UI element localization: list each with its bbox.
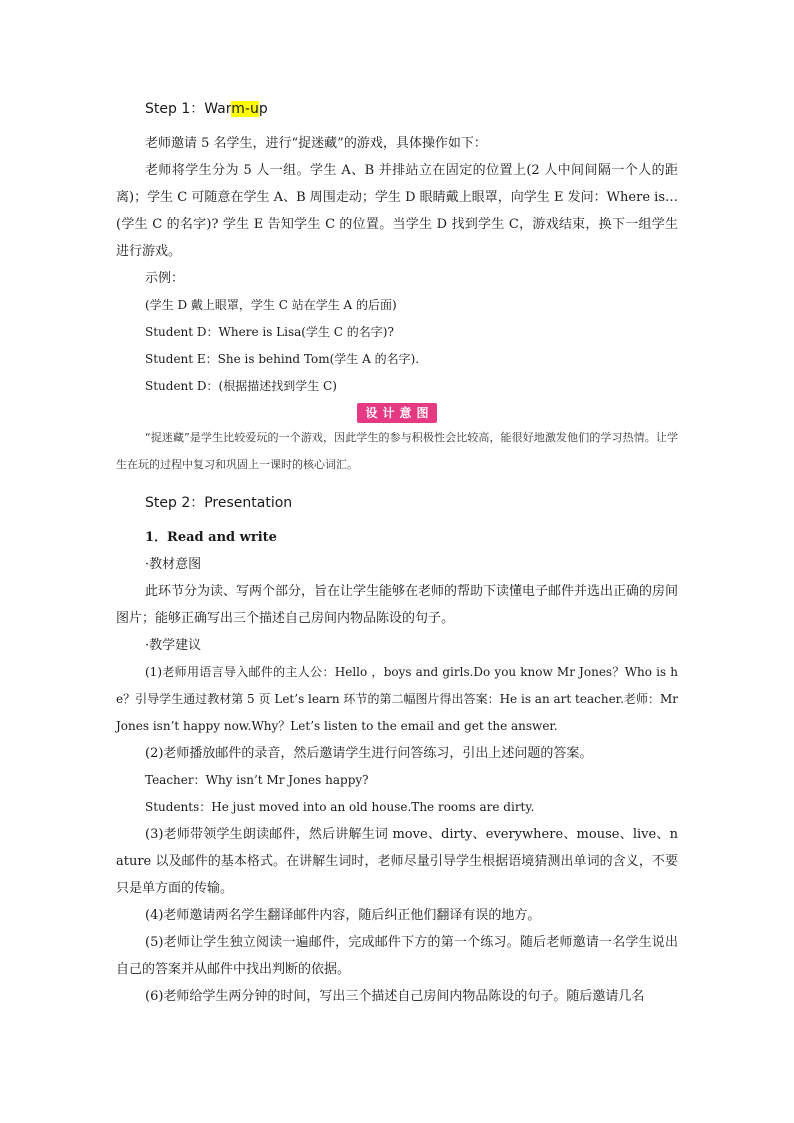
advice-dialogue: Students：He just moved into an old house.The rooms are dirty. bbox=[145, 800, 535, 814]
step1-title-highlight: m-u bbox=[231, 101, 259, 117]
advice-item: (1)老师用语言导入邮件的主人公：Hello ，boys and girls.Do you know Mr Jones？Who is he？引导学生通过教材第 5 页 Let’s learn 环节的第二幅图片得出答案：He is an art teacher.老师：Mr Jones isn’t happy now.Why？Let’s listen to the email and get the answer. bbox=[116, 665, 678, 733]
step2-heading: Step 2：Presentation bbox=[145, 495, 293, 511]
intent-label: ·教材意图 bbox=[145, 557, 202, 572]
advice-item: (5)老师让学生独立阅读一遍邮件，完成邮件下方的第一个练习。随后老师邀请一名学生说出自己的答案并从邮件中找出判断的依据。 bbox=[116, 935, 678, 977]
intent-text: 此环节分为读、写两个部分，旨在让学生能够在老师的帮助下读懂电子邮件并选出正确的房间图片；能够正确写出三个描述自己房间内物品陈设的句子。 bbox=[116, 584, 679, 626]
design-intent-badge: 设计意图 bbox=[357, 403, 436, 423]
example-line: Student D：Where is Lisa(学生 C 的名字)? bbox=[145, 325, 394, 339]
example-label: 示例： bbox=[145, 271, 185, 286]
step1-title-post: p bbox=[258, 101, 268, 117]
advice-item: (4)老师邀请两名学生翻译邮件内容，随后纠正他们翻译有误的地方。 bbox=[145, 908, 541, 923]
step1-rules: 老师将学生分为 5 人一组。学生 A、B 并排站立在固定的位置上(2 人中间间隔一个人的距离)；学生 C 可随意在学生 A、B 周围走动；学生 D 眼睛戴上眼罩，向学生 E 发问：Where is…(学生 C 的名字)? 学生 E 告知学生 C 的位置。当学生 D 找到学生 C，游戏结束，换下一组学生进行游戏。 bbox=[116, 163, 678, 259]
design-intent-text: “捉迷藏”是学生比较爱玩的一个游戏，因此学生的参与积极性会比较高，能很好地激发他们的学习热情。让学生在玩的过程中复习和巩固上一课时的核心词汇。 bbox=[116, 431, 678, 471]
document-body bbox=[116, 96, 678, 1010]
example-line: Student E：She is behind Tom(学生 A 的名字). bbox=[145, 352, 420, 366]
advice-dialogue: Teacher：Why isn’t Mr Jones happy? bbox=[145, 773, 369, 787]
example-line: (学生 D 戴上眼罩，学生 C 站在学生 A 的后面) bbox=[145, 298, 397, 312]
example-line: Student D：(根据描述找到学生 C) bbox=[145, 379, 337, 393]
advice-item: (2)老师播放邮件的录音，然后邀请学生进行问答练习，引出上述问题的答案。 bbox=[145, 746, 593, 761]
advice-item: (6)老师给学生两分钟的时间，写出三个描述自己房间内物品陈设的句子。随后邀请几名 bbox=[145, 989, 645, 1004]
advice-label: ·教学建议 bbox=[145, 638, 202, 653]
step1-title-pre: Step 1：War bbox=[145, 101, 232, 117]
read-write-heading: 1．Read and write bbox=[145, 530, 277, 545]
design-intent-badge-row bbox=[116, 402, 678, 424]
step1-heading bbox=[145, 96, 678, 122]
step1-intro: 老师邀请 5 名学生，进行“捉迷藏”的游戏，具体操作如下： bbox=[145, 136, 487, 151]
advice-item: (3)老师带领学生朗读邮件，然后讲解生词 move、dirty、everywhere、mouse、live、nature 以及邮件的基本格式。在讲解生词时，老师尽量引导学生根据语境猜测出单词的含义，不要只是单方面的传输。 bbox=[116, 827, 678, 896]
